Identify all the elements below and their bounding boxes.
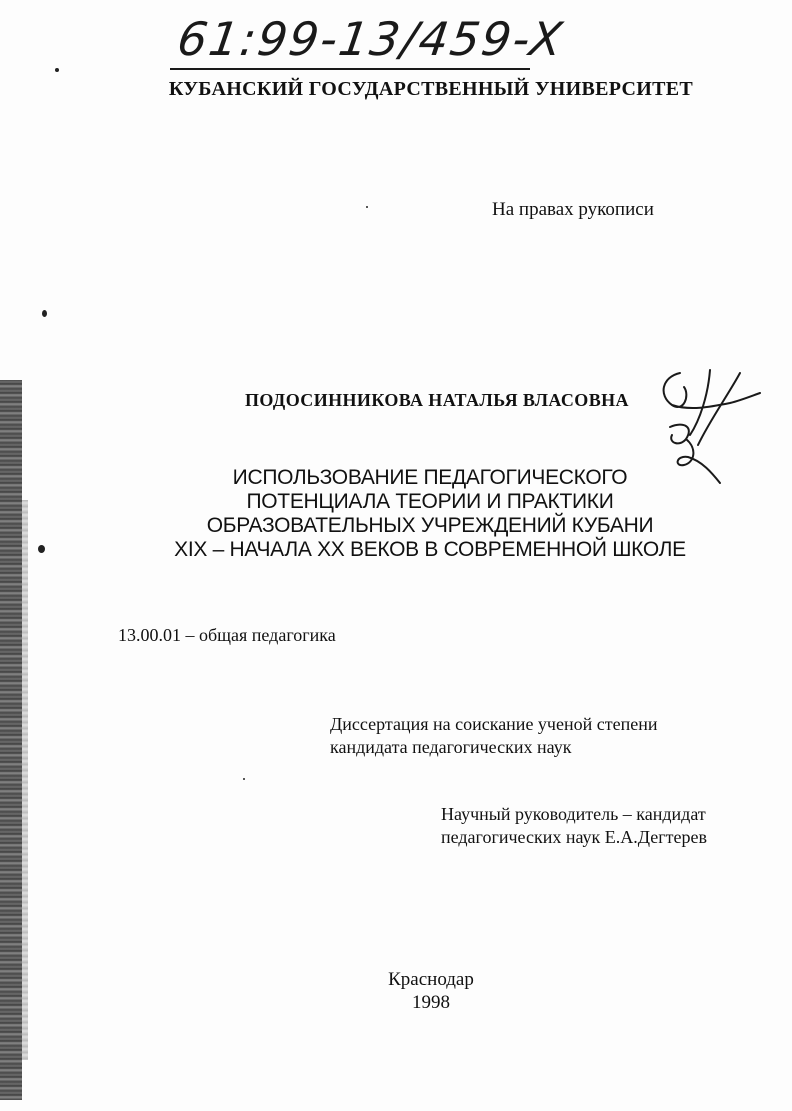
supervisor-line: педагогических наук Е.А.Дегтерев (441, 827, 708, 847)
rights-note: На правах рукописи (492, 199, 654, 220)
catalog-number-text: 61:99-13/459-X (174, 12, 568, 66)
degree-line: кандидата педагогических наук (330, 737, 572, 757)
scan-speck (38, 545, 45, 553)
degree-line: Диссертация на соискание ученой степени (330, 714, 658, 734)
title-line: XIX – НАЧАЛА XX ВЕКОВ В СОВРЕМЕННОЙ ШКОЛЕ (174, 538, 686, 561)
scan-speck (366, 206, 368, 208)
scan-speck (42, 310, 47, 317)
scan-speck (243, 778, 245, 780)
supervisor-line: Научный руководитель – кандидат (441, 804, 706, 824)
title-line: ОБРАЗОВАТЕЛЬНЫХ УЧРЕЖДЕНИЙ КУБАНИ (206, 514, 654, 537)
title-line: ИСПОЛЬЗОВАНИЕ ПЕДАГОГИЧЕСКОГО (232, 466, 628, 489)
scan-speck (55, 68, 59, 72)
city-and-year (0, 968, 792, 1014)
supervisor-statement (441, 803, 707, 849)
handwritten-catalog-number (170, 10, 600, 70)
university-name: КУБАНСКИЙ ГОСУДАРСТВЕННЫЙ УНИВЕРСИТЕТ (168, 78, 694, 100)
specialty-code: 13.00.01 – общая педагогика (118, 625, 336, 645)
dissertation-title (130, 466, 730, 562)
year: 1998 (412, 992, 450, 1013)
degree-statement (330, 713, 657, 759)
catalog-underline (170, 68, 530, 70)
author-name: ПОДОСИННИКОВА НАТАЛЬЯ ВЛАСОВНА (245, 390, 629, 410)
city: Краснодар (388, 969, 474, 990)
title-line: ПОТЕНЦИАЛА ТЕОРИИ И ПРАКТИКИ (246, 490, 614, 513)
